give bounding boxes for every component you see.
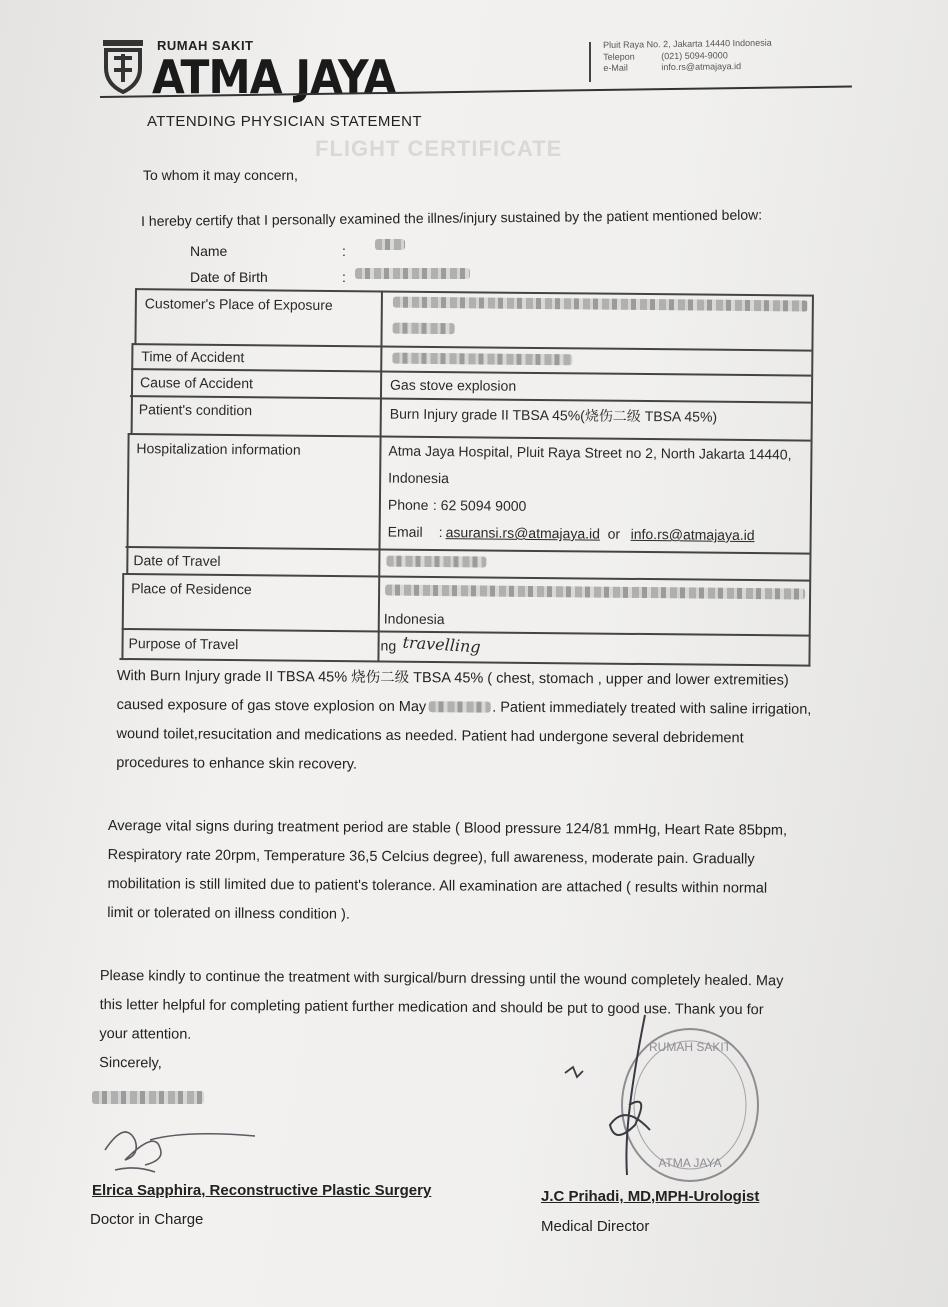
right-signature-icon (555, 1005, 685, 1185)
name-label: Name (190, 243, 228, 259)
redacted-place-exposure-2 (393, 323, 455, 335)
hospital-prefix: RUMAH SAKIT (157, 38, 254, 53)
place-exposure-label: Customer's Place of Exposure (144, 295, 333, 314)
p1-line3: wound toilet,resucitation and medications as needed. Patient had undergone several debridement (116, 725, 744, 747)
p2-line1: Average vital signs during treatment period are stable ( Blood pressure 124/81 mmHg, Heart Rate 85bpm, (107, 817, 788, 839)
redacted-place-exposure (393, 297, 808, 312)
cause-value: Gas stove explosion (390, 376, 517, 394)
hospital-phone-value: : 62 5094 9000 (432, 496, 527, 514)
left-signer-role: Doctor in Charge (90, 1211, 204, 1228)
hospitalization-label: Hospitalization information (136, 440, 301, 458)
redacted-name (375, 239, 405, 250)
paragraph-injury (116, 662, 811, 783)
purpose-label: Purpose of Travel (128, 635, 239, 653)
p2-line4: limit or tolerated on illness condition ). (107, 904, 350, 923)
email-link-insurance[interactable]: asuransi.rs@atmajaya.id (445, 524, 601, 542)
stamp-text-top: RUMAH SAKIT (648, 1040, 732, 1054)
p1-line1: With Burn Injury grade II TBSA 45% 烧伤二级 TBSA 45% ( chest, stomach , upper and lower extremities) (116, 667, 789, 689)
p1-line4: procedures to enhance skin recovery. (116, 754, 358, 773)
patient-info-table (119, 288, 816, 667)
email-label: e-Mail (603, 62, 628, 73)
hospital-logo-icon (100, 38, 146, 94)
redacted-time-accident (392, 353, 572, 366)
dob-label: Date of Birth (190, 269, 268, 285)
residence-country: Indonesia (383, 610, 445, 628)
address-line: Pluit Raya No. 2, Jakarta 14440 Indonesia (603, 37, 772, 50)
travel-date-label: Date of Travel (133, 552, 221, 569)
right-signer-role: Medical Director (541, 1218, 650, 1235)
closing: Sincerely, (99, 1054, 162, 1072)
dob-colon: : (342, 269, 346, 285)
paragraph-vitals (107, 812, 787, 933)
redacted-travel-date (386, 556, 486, 568)
cause-label: Cause of Accident (140, 374, 254, 392)
show-through-watermark: FLIGHT CERTIFICATE (315, 136, 563, 161)
document-title: ATTENDING PHYSICIAN STATEMENT (147, 113, 422, 130)
left-signer-name: Elrica Sapphira, Reconstructive Plastic Surgery (92, 1182, 432, 1199)
left-signature-icon (95, 1110, 265, 1180)
header-divider (589, 42, 591, 82)
phone-label: Telepon (603, 51, 635, 62)
p3-line2: this letter helpful for completing patient further medication and should be put to good use. Thank you for (99, 996, 764, 1019)
hospital-phone-label: Phone (387, 496, 429, 513)
condition-value: Burn Injury grade II TBSA 45%(烧伤二级 TBSA 45%) (389, 405, 718, 425)
time-accident-label: Time of Accident (141, 348, 245, 366)
p3-line3: your attention. (99, 1025, 192, 1043)
email-link-info[interactable]: info.rs@atmajaya.id (630, 525, 755, 544)
purpose-prefix: ng (380, 637, 397, 654)
purpose-handwritten: travelling (402, 632, 482, 657)
p3-line1: Please kindly to continue the treatment with surgical/burn dressing until the wound completely healed. May (99, 967, 784, 990)
p2-line2: Respiratory rate 20rpm, Temperature 36,5 Celcius degree), full awareness, moderate pain. Gradually (107, 846, 755, 868)
p2-line3: mobilitation is still limited due to patient's tolerance. All examination are attached ( results within normal (107, 875, 768, 897)
email-or: or (607, 525, 621, 542)
right-signer-name: J.C Prihadi, MD,MPH-Urologist (541, 1188, 760, 1205)
hospital-address-block (603, 38, 772, 75)
greeting: To whom it may concern, (143, 167, 298, 183)
hospital-email-label: Email (387, 523, 423, 540)
residence-label: Place of Residence (131, 580, 252, 598)
name-colon: : (342, 243, 346, 259)
redacted-dob (355, 268, 470, 279)
stamp-text-bottom: ATMA JAYA (658, 1156, 722, 1170)
email-value: info.rs@atmajaya.id (661, 61, 742, 73)
hospitalization-line1: Atma Jaya Hospital, Pluit Raya Street no 2, North Jakarta 14440, (388, 442, 792, 463)
hospital-name: ATMA JAYA (152, 50, 396, 104)
redacted-accident-date (428, 701, 490, 712)
certify-text: I hereby certify that I personally examined the illnes/injury sustained by the patient mentioned below: (141, 206, 763, 229)
hospital-email-sep: : (438, 524, 443, 541)
hospitalization-line2: Indonesia (388, 469, 449, 487)
phone-value: (021) 5094-9000 (661, 49, 728, 61)
redacted-residence (385, 585, 805, 600)
condition-label: Patient's condition (138, 401, 253, 419)
redacted-signer-id (92, 1091, 204, 1104)
p1-line2: caused exposure of gas stove explosion on May . Patient immediately treated with saline irrigation, (116, 696, 812, 718)
